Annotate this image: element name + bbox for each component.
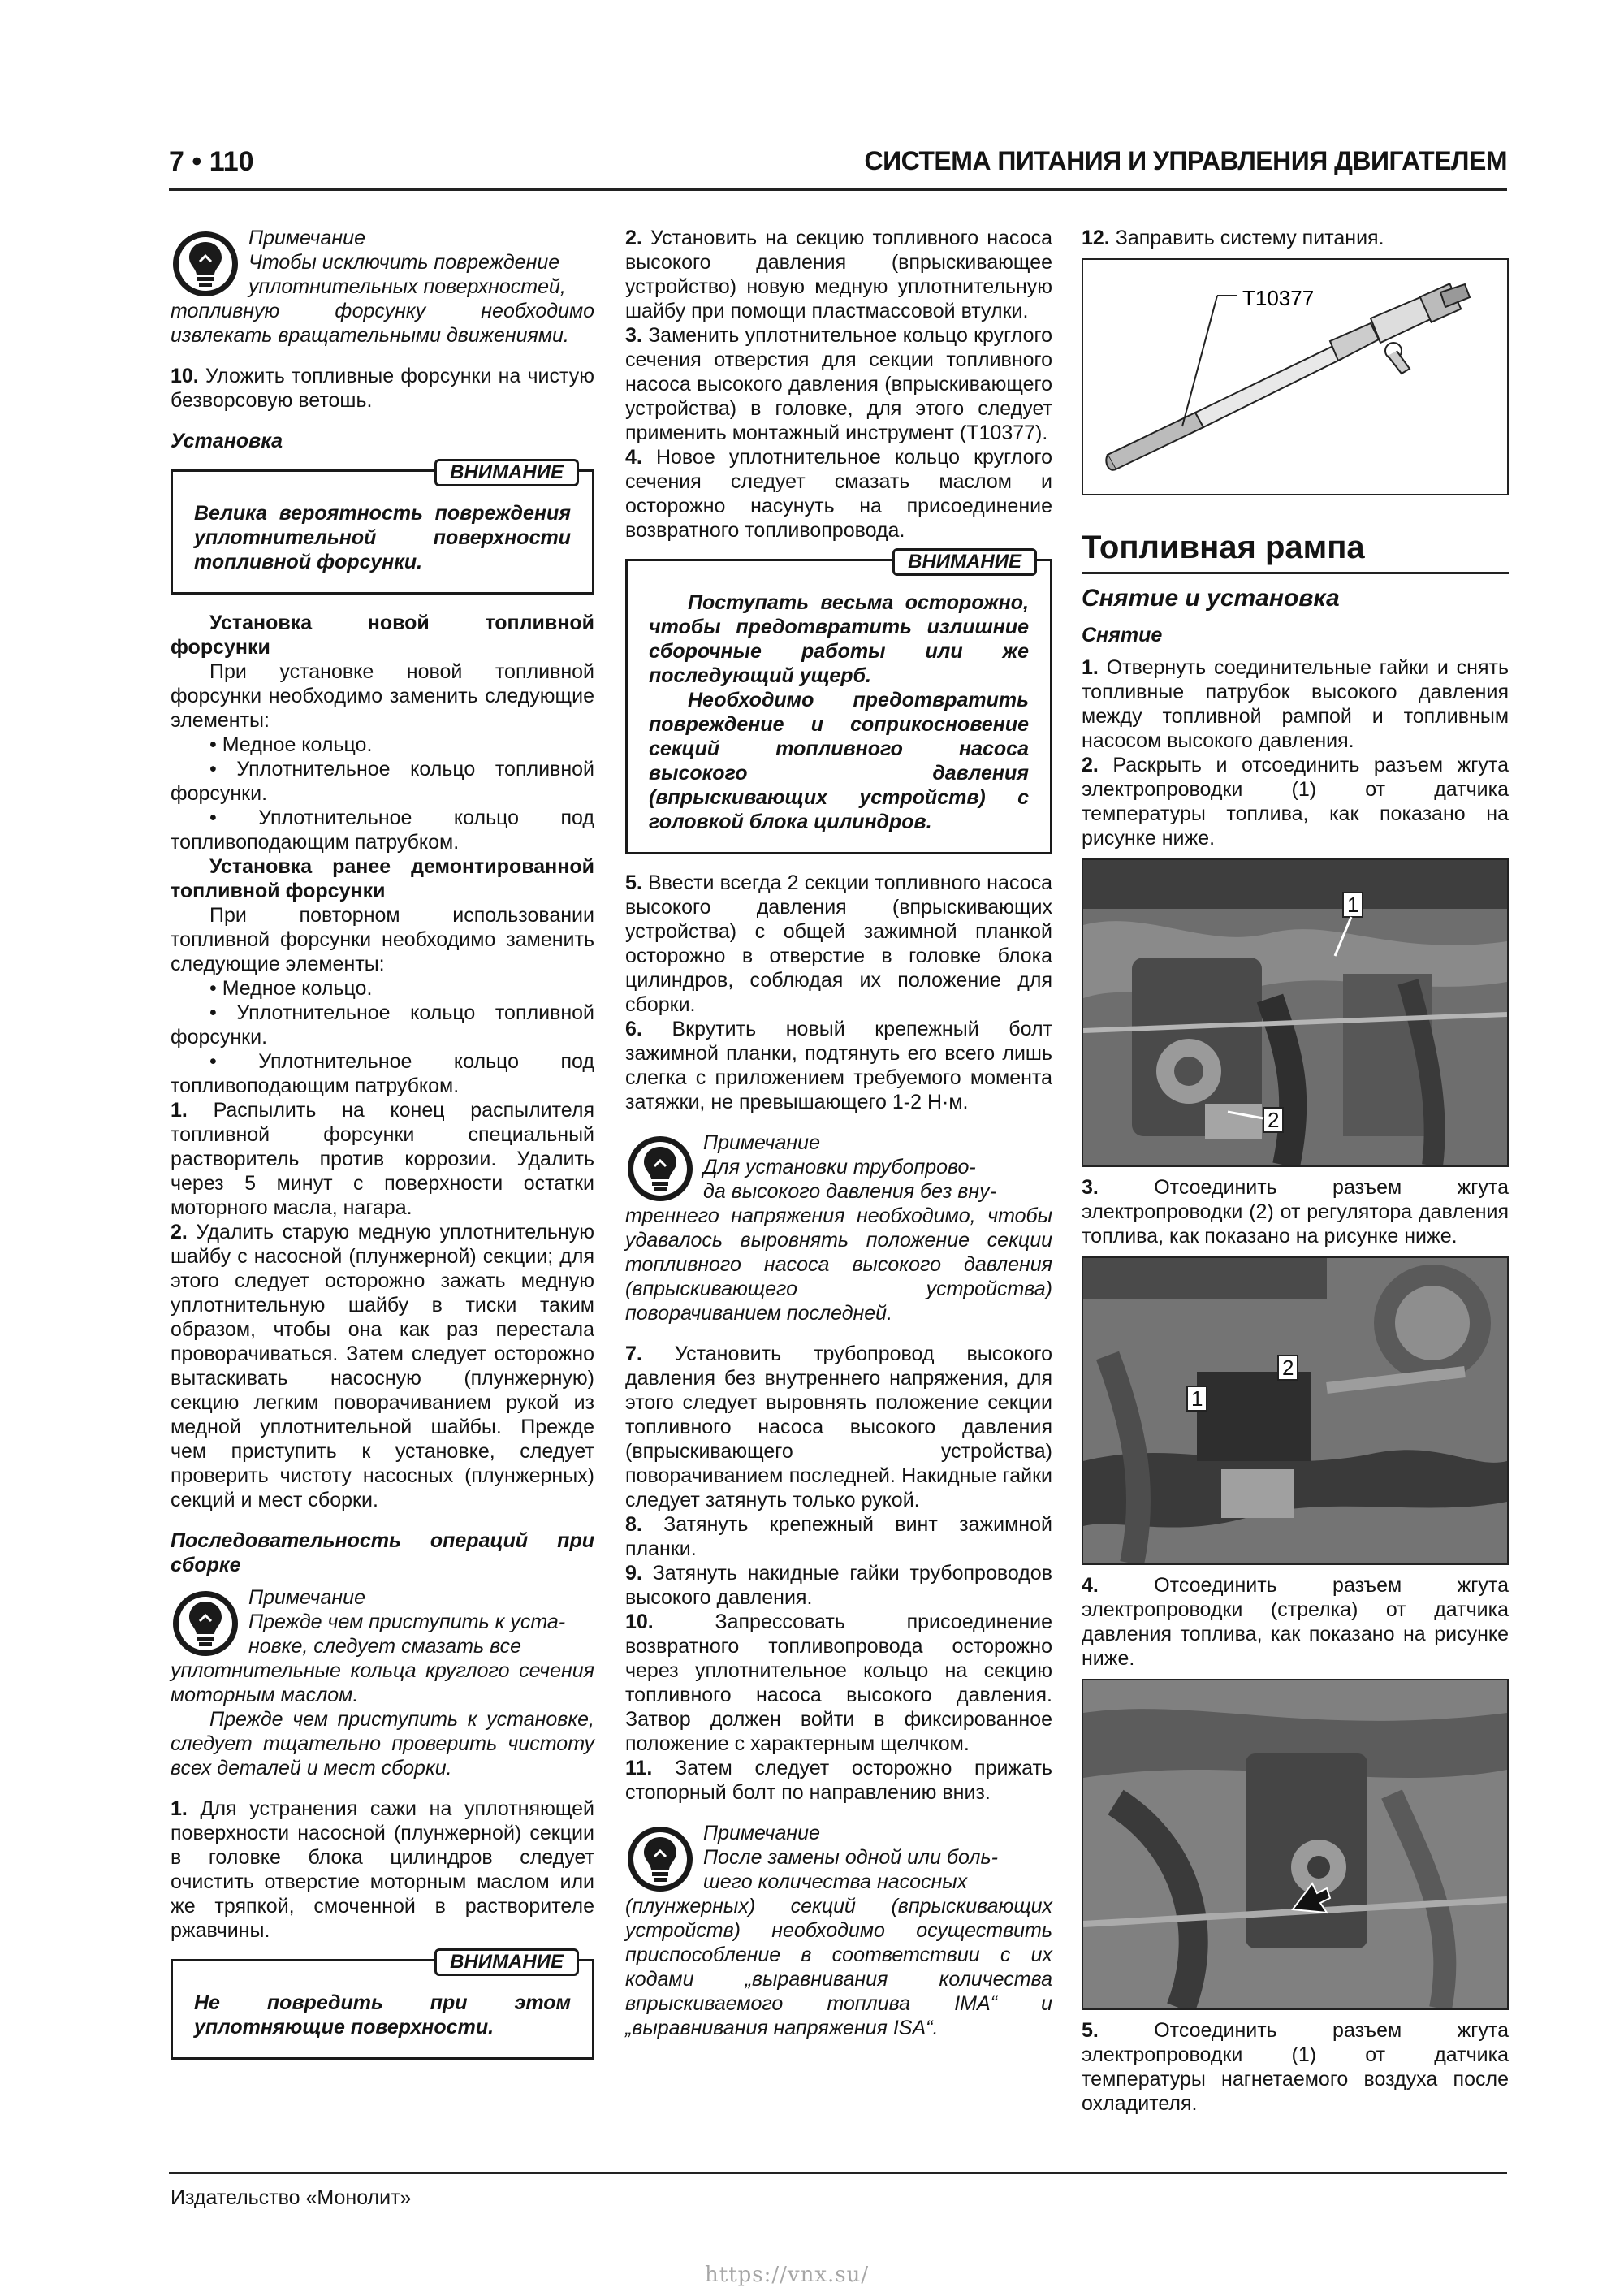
photo-label: 1 xyxy=(1191,1386,1203,1411)
assembly-step-12: 12. Заправить систему питания. xyxy=(1082,227,1384,249)
subheading-old-injector: Установка ранее демонтированной топливной форсунки xyxy=(171,855,594,902)
list-item: • Уплотнительное кольцо топливной форсунки. xyxy=(171,758,594,805)
subheading-removal: Снятие xyxy=(1082,624,1163,646)
removal-step-2: 2. Раскрыть и отсоединить разъем жгута электропроводки (1) от датчика температуры топлива, как показано на рисунке ниже. xyxy=(1082,754,1509,850)
note-line: Чтобы исключить повреждение xyxy=(248,251,560,274)
lightbulb-icon xyxy=(171,229,240,299)
header-rule xyxy=(169,188,1507,191)
column-middle xyxy=(625,226,1052,2040)
warning-box xyxy=(171,1951,594,2060)
step-2: 2. Удалить старую медную уплотнительную шайбу с насосной (плунжерной) секции; для этого следует осторожно зажать медную уплотнительную шайбу в тиски таким образом, чтобы она как раз перестала проворачиваться. Затем следует осторожно вытаскивать насосную (плунжерную) секцию легким поворачиванием рукой из медной уплотнительной шайбы. Прежде чем приступить к установке, следует проверить чистоту насосных (плунжерных) секций и мест сборки. xyxy=(171,1221,594,1511)
photo-label: 1 xyxy=(1347,893,1359,917)
removal-step-4: 4. Отсоединить разъем жгута электропроводки (стрелка) от датчика давления топлива, как показано на рисунке ниже. xyxy=(1082,1574,1509,1670)
note-line: да высокого давления без вну- xyxy=(703,1180,996,1203)
note-block xyxy=(625,1131,1052,1325)
note-heading: Примечание xyxy=(248,227,365,249)
warning-text: Не повредить при этом уплотняющие поверхности. xyxy=(194,1991,571,2039)
note-heading: Примечание xyxy=(703,1822,820,1844)
note-heading: Примечание xyxy=(248,1586,365,1609)
tool-figure xyxy=(1082,258,1509,495)
column-right xyxy=(1082,226,1509,2116)
watermark-link[interactable]: https://vnx.su/ xyxy=(705,2263,870,2287)
assembly-step-10: 10. Запрессовать присоединение возвратного топливопровода осторожно через уплотнительное кольцо на секцию топливного насоса высокого давления. Затвор должен войти в фиксированное положение с характерным щелчком. xyxy=(625,1611,1052,1755)
photo-label: 2 xyxy=(1282,1356,1294,1380)
assembly-step-7: 7. Установить трубопровод высокого давления без внутреннего напряжения, для этого следует выровнять положение секции топливного насоса высокого давления (впрыскивающего устройства) поворачиванием последней. Накидные гайки следует затянуть только рукой. xyxy=(625,1343,1052,1511)
note-block xyxy=(171,1585,594,1780)
tool-illustration xyxy=(1083,260,1507,494)
assembly-step-8: 8. Затянуть крепежный винт зажимной планки. xyxy=(625,1513,1052,1560)
warning-tag: ВНИМАНИЕ xyxy=(892,548,1037,576)
note-line: Прежде чем приступить к уста- xyxy=(248,1611,566,1633)
note-line: шего количества насосных xyxy=(703,1870,968,1893)
engine-photo-1 xyxy=(1082,858,1509,1167)
publisher: Издательство «Монолит» xyxy=(171,2186,412,2209)
assembly-step-11: 11. Затем следует осторожно прижать стопорный болт по направлению вниз. xyxy=(625,1757,1052,1804)
note-line: новке, следует смазать все xyxy=(248,1635,522,1658)
assembly-step-1: 1. Для устранения сажи на уплотняющей поверхности насосной (плунжерной) секции в головке блока цилиндров следует очистить отверстие моторным маслом или же тряпкой, смоченной в растворителе ржавчины. xyxy=(171,1797,594,1942)
removal-step-5: 5. Отсоединить разъем жгута электропроводки (1) от датчика температуры нагнетаемого воздуха после охладителя. xyxy=(1082,2019,1509,2115)
warning-text: Поступать весьма осторожно, чтобы предотвратить излишние сборочные работы или же последующий ущерб. xyxy=(649,591,1029,687)
note-line: После замены одной или боль- xyxy=(703,1846,998,1869)
footer-rule xyxy=(169,2172,1507,2174)
tool-label: T10377 xyxy=(1242,286,1315,310)
note-block xyxy=(171,226,594,348)
engine-photo-1-image xyxy=(1083,860,1507,1165)
step-1: 1. Распылить на конец распылителя топливной форсунки специальный растворитель против коррозии. Удалить через 5 минут с поверхности остатки моторного масла, нагара. xyxy=(171,1099,595,1219)
lightbulb-icon xyxy=(625,1134,695,1204)
assembly-step-2: 2. Установить на секцию топливного насоса высокого давления (впрыскивающее устройство) новую медную уплотнительную шайбу при помощи пластмассовой втулки. xyxy=(625,227,1052,322)
note-line: уплотнительных поверхностей, xyxy=(248,275,566,298)
note-text: топливную форсунку необходимо извлекать вращательными движениями. xyxy=(171,300,594,347)
note-text: (плунжерных) секций (впрыскивающих устройств) необходимо осуществить приспособление в соответствии с их кодами „выравнивания количества впрыскиваемого топлива IMA“ и „выравнивания напряжения ISA“. xyxy=(625,1895,1052,2039)
assembly-step-3: 3. Заменить уплотнительное кольцо круглого сечения отверстия для секции топливного насоса высокого давления (впрыскивающего устройства) в головке, для этого следует применить монтажный инструмент (T10377). xyxy=(625,324,1052,444)
step-10: 10. Уложить топливные форсунки на чистую безворсовую ветошь. xyxy=(171,365,594,412)
assembly-step-9: 9. Затянуть накидные гайки трубопроводов высокого давления. xyxy=(625,1562,1052,1609)
warning-box xyxy=(171,461,594,595)
lightbulb-icon xyxy=(171,1589,240,1658)
warning-text: Велика вероятность повреждения уплотнительной поверхности топливной форсунки. xyxy=(194,502,571,573)
list-item: • Уплотнительное кольцо под топливоподающим патрубком. xyxy=(171,806,594,854)
engine-photo-3-image xyxy=(1083,1680,1507,2008)
paragraph: При установке новой топливной форсунки необходимо заменить следующие элементы: xyxy=(171,660,594,732)
heading-removal-install: Снятие и установка xyxy=(1082,585,1340,612)
warning-box xyxy=(625,551,1052,854)
photo-label: 2 xyxy=(1268,1108,1280,1132)
subheading-new-injector: Установка новой топливной форсунки xyxy=(171,612,594,659)
list-item: • Медное кольцо. xyxy=(209,977,373,1000)
assembly-step-4: 4. Новое уплотнительное кольцо круглого сечения следует смазать маслом и осторожно насунуть на присоединение возвратного топливопровода. xyxy=(625,446,1052,542)
note-line: Для установки трубопрово- xyxy=(703,1156,976,1178)
assembly-step-6: 6. Вкрутить новый крепежный болт зажимной планки, подтянуть его всего лишь слегка с приложением требуемого момента затяжки, не превышающего 1-2 Н·м. xyxy=(625,1018,1053,1113)
note-text: треннего напряжения необходимо, чтобы удавалось выровнять положение секции топливного насоса высокого давления (впрыскивающего устройства) поворачиванием последней. xyxy=(625,1204,1052,1325)
assembly-step-5: 5. Ввести всегда 2 секции топливного насоса высокого давления (впрыскивающих устройства) с общей зажимной планкой осторожно в отверстие в головке блока цилиндров, соблюдая их положение для сборки. xyxy=(625,871,1052,1016)
warning-tag: ВНИМАНИЕ xyxy=(434,459,579,486)
removal-step-3: 3. Отсоединить разъем жгута электропроводки (2) от регулятора давления топлива, как показано на рисунке ниже. xyxy=(1082,1176,1509,1247)
section-title: СИСТЕМА ПИТАНИЯ И УПРАВЛЕНИЯ ДВИГАТЕЛЕМ xyxy=(864,146,1507,175)
subheading-sequence: Последовательность операций при сборке xyxy=(171,1529,594,1576)
column-left xyxy=(171,226,594,2060)
list-item: • Уплотнительное кольцо под топливоподающим патрубком. xyxy=(171,1050,594,1097)
engine-photo-2-image xyxy=(1083,1258,1507,1563)
note-text: уплотнительные кольца круглого сечения моторным маслом. xyxy=(171,1659,594,1706)
engine-photo-3 xyxy=(1082,1679,1509,2010)
heading-fuel-rail: Топливная рампа xyxy=(1082,528,1509,574)
page-number: 7 • 110 xyxy=(169,146,254,177)
paragraph: При повторном использовании топливной форсунки необходимо заменить следующие элементы: xyxy=(171,904,594,975)
note-block xyxy=(625,1821,1052,2040)
page-header xyxy=(169,146,1507,187)
lightbulb-icon xyxy=(625,1824,695,1894)
engine-photo-2 xyxy=(1082,1256,1509,1565)
list-item: • Уплотнительное кольцо топливной форсунки. xyxy=(171,1001,594,1049)
subheading-install: Установка xyxy=(171,430,283,452)
note-text: Прежде чем приступить к установке, следует тщательно проверить чистоту всех деталей и мест сборки. xyxy=(171,1708,594,1779)
warning-tag: ВНИМАНИЕ xyxy=(434,1948,579,1976)
removal-step-1: 1. Отвернуть соединительные гайки и снять топливные патрубок высокого давления между топливной рампой и топливным насосом высокого давления. xyxy=(1082,656,1509,752)
list-item: • Медное кольцо. xyxy=(209,733,373,756)
note-heading: Примечание xyxy=(703,1131,820,1154)
warning-text: Необходимо предотвратить повреждение и соприкосновение секций топливного насоса высокого давления (впрыскивающих устройств) с головкой блока цилиндров. xyxy=(649,689,1029,833)
